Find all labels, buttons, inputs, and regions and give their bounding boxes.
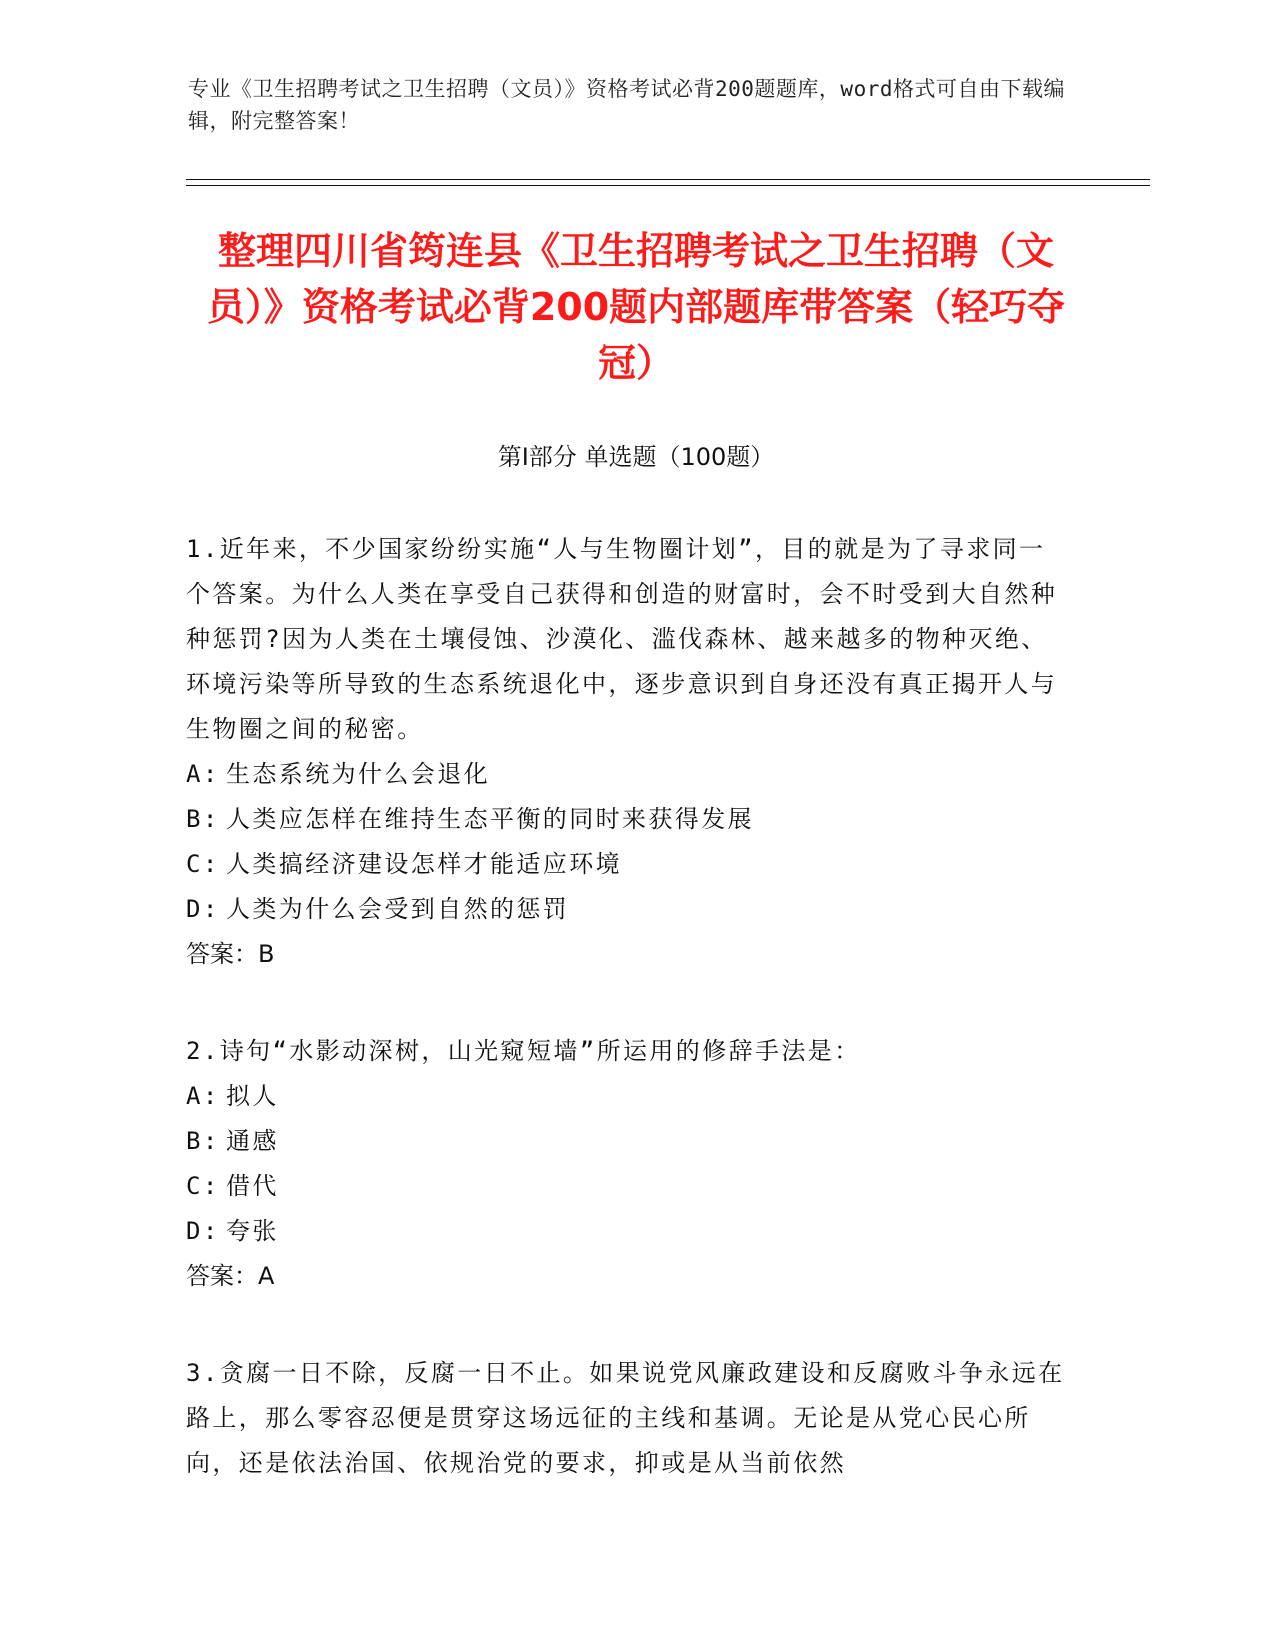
option-b <box>186 1119 1066 1164</box>
option-c <box>186 842 1066 887</box>
header-rule-top <box>186 179 1150 180</box>
option-letter: C: <box>186 1172 220 1200</box>
option-text: 人类为什么会受到自然的惩罚 <box>226 895 570 923</box>
question-stem: 2.诗句“水影动深树，山光窥短墙”所运用的修辞手法是： <box>186 1037 861 1065</box>
option-a <box>186 1074 1066 1119</box>
question-stem: 3.贪腐一日不除，反腐一日不止。如果说党风廉政建设和反腐败斗争永远在路上，那么零容忍便是贯穿这场远征的主线和基调。无论是从党心民心所向，还是依法治国、依规治党的要求，抑或是从当前依然 <box>186 1359 1065 1477</box>
question-2 <box>186 1029 1066 1299</box>
option-c <box>186 1164 1066 1209</box>
option-text: 人类搞经济建设怎样才能适应环境 <box>226 850 622 878</box>
question-3 <box>186 1351 1066 1486</box>
option-letter: C: <box>186 850 220 878</box>
option-d <box>186 887 1066 932</box>
question-stem: 1.近年来，不少国家纷纷实施“人与生物圈计划”，目的就是为了寻求同一个答案。为什么人类在享受自己获得和创造的财富时，会不时受到大自然种种惩罚?因为人类在土壤侵蚀、沙漠化、滥伐森林、越来越多的物种灭绝、环境污染等所导致的生态系统退化中，逐步意识到自身还没有真正揭开人与生物圈之间的秘密。 <box>186 535 1058 743</box>
option-text: 借代 <box>226 1172 279 1200</box>
question-list <box>186 527 1066 1538</box>
option-text: 通感 <box>226 1127 279 1155</box>
option-letter: D: <box>186 895 220 923</box>
option-d <box>186 1209 1066 1254</box>
header-rule-bottom <box>186 185 1150 186</box>
option-text: 生态系统为什么会退化 <box>226 760 490 788</box>
document-title: 整理四川省筠连县《卫生招聘考试之卫生招聘（文员）》资格考试必背200题内部题库带答案（轻巧夺冠） <box>206 229 1066 385</box>
option-letter: A: <box>186 760 220 788</box>
option-text: 拟人 <box>226 1082 279 1110</box>
section-heading: 第Ⅰ部分 单选题（100题） <box>497 443 775 471</box>
header-note: 专业《卫生招聘考试之卫生招聘（文员）》资格考试必背200题题库，word格式可自由下载编辑，附完整答案！ <box>188 77 1065 133</box>
option-letter: D: <box>186 1217 220 1245</box>
answer-line: 答案：B <box>186 940 275 968</box>
question-1 <box>186 527 1066 977</box>
option-a <box>186 752 1066 797</box>
option-letter: A: <box>186 1082 220 1110</box>
option-b <box>186 797 1066 842</box>
option-letter: B: <box>186 805 220 833</box>
option-text: 人类应怎样在维持生态平衡的同时来获得发展 <box>226 805 754 833</box>
option-text: 夸张 <box>226 1217 279 1245</box>
answer-line: 答案：A <box>186 1262 275 1290</box>
option-letter: B: <box>186 1127 220 1155</box>
